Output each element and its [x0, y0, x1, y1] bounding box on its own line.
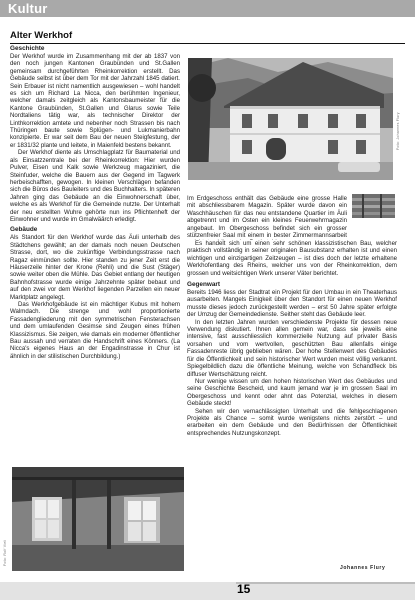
title-rule — [10, 43, 405, 44]
page-title: Alter Werkhof — [10, 30, 73, 41]
right-column-top — [187, 195, 347, 240]
heading-geschichte: Geschichte — [10, 45, 45, 52]
paragraph: Das Werkhofgebäude ist ein mächtiger Kubus mit hohem Walmdach. Die strenge und wohl proportionierte Fassadengliederung mit den symmetrischen Fensterachsen und dem umlaufenden Gesimse sind Zeugen eines frühen Klassizismus. Sie zeigen, wie damals ein moderner öffentlicher Bau aussah und verraten die Handschrift eines Könners. (La Nicca's eigenes Haus an der Engadinstrasse in Chur ist ähnlich in der stilistischen Durchbildung.) — [10, 301, 180, 360]
footer-line — [236, 582, 415, 584]
left-column — [10, 45, 180, 453]
right-column — [187, 240, 397, 578]
section-header — [0, 0, 415, 17]
page-number: 15 — [237, 582, 251, 596]
footer-bar — [0, 582, 415, 600]
interior-photo — [12, 467, 184, 571]
paragraph: Bereits 1946 liess der Stadtrat ein Projekt für den Umbau in ein Theaterhaus ausarbeiten. Mangels Einigkeit über den Standort für einen neuen Werkhof musste dieses jedoch zurückgestellt werden – erst 50 Jahre später erfolgte der Umzug der Gemeindedienste. Seither steht das Gebäude leer. — [187, 289, 397, 319]
photo-credit-building: Foto: Johannes Flury — [396, 112, 400, 150]
heading-gegenwart: Gegenwart — [187, 281, 221, 289]
detail-thumbnail — [352, 194, 395, 218]
paragraph: Nur wenige wissen um den hohen historischen Wert des Gebäudes und seine Geschichte Bescheid, und kaum jemand war je im grossen Saal im Obergeschoss und kennt oder ahnt das Potenzial, welches in diesem Gebäude steckt! — [187, 377, 397, 408]
paragraph: In den letzten Jahren wurden verschiedenste Projekte für dessen neue Verwendung diskutiert. Ihnen allen gemein war, dass sie jeweils eine intensive, fast ausschliesslich kommerzielle Nutzung auf privater Basis vorsahen und vom wertvollen, geschützten Bau allenfalls einige Fassadenreste übrig geblieben wären. Der hohe Stellenwert des Gebäudes für die Öffentlichkeit und sein historischer Wert wurden meist völlig verkannt. Spiegelbildlich dazu die öffentliche Meinung, welche von Schandfleck bis diffuser Wertschätzung reicht. — [187, 318, 397, 378]
building-photo — [188, 58, 393, 180]
paragraph: Sehen wir den vernachlässigten Unterhalt und die fehlgeschlagenen Projekte als Chance – somit wurde wenigstens nichts zerstört – und erarbeiten ein dem Gebäude und den Bedürfnissen der Öffentlichkeit entsprechendes Nutzungskonzept. — [187, 407, 397, 437]
paragraph: Im Erdgeschoss enthält das Gebäude eine grosse Halle mit abschliessbarem Magazin. Später wurde davon ein Waschhäuschen für das neu entstandene Quartier im Äuli abgetrennt und im Osten ein kleines Feuerwehrmagazin angebaut. Im Obergeschoss befindet sich ein grosser stützenfreier Saal mit einem in bester Zimmermannsarbeit — [187, 195, 347, 240]
paragraph: Es handelt sich um einen sehr schönen klassizistischen Bau, welcher praktisch vollständig in seiner originalen Bausubstanz erhalten ist und einen wichtigen und einzigartigen Zeitzeugen – ist dies doch der letzte erhaltene Werkhofentlang des Rheins, welcher uns von der Rheinkorrektion, dem grossen und weitsichtigen Werk unserer Väter berichtet. — [187, 240, 397, 277]
author-signature: Johannes Flury — [340, 565, 386, 571]
photo-credit-interior: Foto: Rolf Vieli — [3, 539, 7, 566]
paragraph: Als Standort für den Werkhof wurde das Äuli unterhalb des Städtchens gewählt; an der damals noch neuen Deutschen Strasse, dort, wo die zukünftige Verbindungsstrasse nach Ragaz einmünden sollte. Hier standen zu jener Zeit erst die Häuserzeile hinter der Krone (Rehli) und die Sust (Stäger) sowie weiter oben die Mühle. Das Gebiet entlang der heutigen Bahnhofstrasse wurde einige Jahrzehnte später bebaut und auf den zwei vor dem Werkhof liegenden Parzellen ein neuer Marktplatz angelegt. — [10, 234, 180, 301]
paragraph: Der Werkhof wurde im Zusammenhang mit der ab 1837 von den noch jungen Kantonen Graubünden und St.Gallen gemeinsam durchgeführten Rheinkorrektion erstellt. Das Gebäude selbst ist über dem Tor mit der Jahrzahl 1845 datiert. Sein Erbauer ist nicht namentlich ausgewiesen – wohl handelt es sich um Richard La Nicca, den berühmten Ingenieur, welcher damals zeitgleich als Kantonsbaumeister für die Kantone Graubünden, St.Gallen und Glarus sowie Teile Nordtaliens tätig war, als technischer Direktor der Linthkorrektion amtete und nebenher noch Strassen bis nach Thüringen baute sowie Splügen- und Lukmanierbahn konzipierte. Er war seit dem Bau der neuen Steigfestung, der er 1831/32 plante und leitete, in Maienfeld bestens bekannt. — [10, 53, 180, 149]
section-title: Kultur — [8, 1, 48, 16]
heading-gebaeude: Gebäude — [10, 226, 38, 234]
paragraph: Der Werkhof diente als Umschlagplatz für Baumaterial und als Einsatzzentrale bei der Rheinkorrektion: Hier wurden Pulver, Eisen und Kalk sowie Werkzeug magaziniert, die Steinfuder, welche die Bauern aus der Gegend im Tagwerk herbeischafften, gewogen. In kleinen Verschlägen befanden sich die Büros des Bauleiters und des Buchhalters. In späteren Jahren ging das Gebäude an die Einwohnerschaft über, welche es als Werkhof für die Gemeinde nutzte. Der Unterhalt der neu erstellten Wuhre gehörte nun ins Pflichtenheft der Einwohner und wurde im Gmalwäärch erledigt. — [10, 149, 180, 223]
